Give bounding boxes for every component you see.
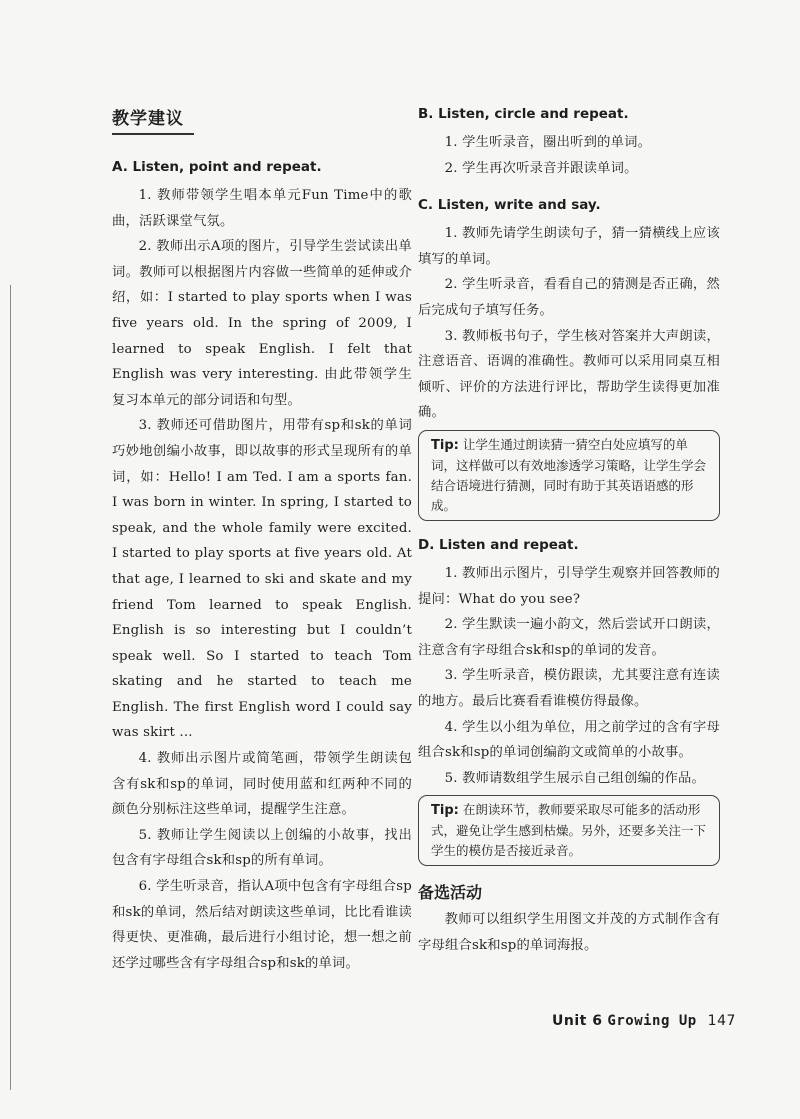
alternative-activity-title: 备选活动 [418,883,483,903]
section-a-para-1: 1. 教师带领学生唱本单元Fun Time中的歌曲，活跃课堂气氛。 [112,188,412,229]
section-a-para-4: 4. 教师出示图片或简笔画，带领学生朗读包含有sk和sp的单词，同时使用蓝和红两种不同的颜色分别标注这些单词，提醒学生注意。 [112,751,412,818]
page-number: 147 [707,1013,736,1029]
tip-label: Tip: [431,803,459,819]
section-d-para-5: 5. 教师请数组学生展示自己组创编的作品。 [444,770,706,786]
left-column [112,104,412,976]
section-d-para-1: 1. 教师出示图片，引导学生观察并回答教师的提问：What do you see? [418,565,720,607]
section-a-para-3: 3. 教师还可借助图片，用带有sp和sk的单词巧妙地创编小故事，即以故事的形式呈现所有的单词，如：Hello! I am Ted. I am a sports fan. I was born in winter. In spring, I started to speak, and the whole family were excited. I started to play sports at five years old. At that age, I learned to ski and skate and my friend Tom learned to speak English. English is so interesting but I couldn’t speak well. So I started to teach Tom skating and he started to teach me English. The first English word I could say was skirt ... [112,418,412,741]
section-c-para-1: 1. 教师先请学生朗读句子，猜一猜横线上应该填写的单词。 [418,226,720,267]
page-edge-line [10,285,11,1090]
section-c-para-3: 3. 教师板书句子，学生核对答案并大声朗读，注意语音、语调的准确性。教师可以采用同桌互相倾听、评价的方法进行评比，帮助学生读得更加准确。 [418,328,720,421]
tip-text: 让学生通过朗读猜一猜空白处应填写的单词，这样做可以有效地渗透学习策略，让学生学会结合语境进行猜测，同时有助于其英语语感的形成。 [431,436,707,513]
section-d-tip-box [418,795,720,866]
tip-text: 在朗读环节，教师要采取尽可能多的活动形式，避免让学生感到枯燥。另外，还要多关注一下学生的模仿是否接近录音。 [431,802,707,859]
tip-label: Tip: [431,437,459,453]
footer-unit-name: Growing Up [607,1013,697,1029]
section-b [418,104,720,181]
section-d-para-2: 2. 学生默读一遍小韵文，然后尝试开口朗读，注意含有字母组合sk和sp的单词的发音。 [418,617,720,658]
section-b-title: B. Listen, circle and repeat. [418,106,629,122]
section-a-para-5: 5. 教师让学生阅读以上创编的小故事，找出包含有字母组合sk和sp的所有单词。 [112,827,412,869]
right-column [418,104,720,958]
section-d-para-3: 3. 学生听录音，模仿跟读，尤其要注意有连读的地方。最后比赛看看谁模仿得最像。 [418,668,720,709]
alternative-activity-text: 教师可以组织学生用图文并茂的方式制作含有字母组合sk和sp的单词海报。 [418,912,720,953]
section-c-title: C. Listen, write and say. [418,197,601,214]
section-a-title: A. Listen, point and repeat. [112,159,322,175]
footer-unit: Unit 6 [552,1013,603,1029]
section-a-para-6: 6. 学生听录音，指认A项中包含有字母组合sp 和sk的单词，然后结对朗读这些单词，比比看谁读得更快、更准确，最后进行小组讨论，想一想之前还学过哪些含有字母组合sp和sk的单词。 [112,879,412,971]
section-c [418,195,720,521]
section-a-para-2: 2. 教师出示A项的图片，引导学生尝试读出单词。教师可以根据图片内容做一些简单的延伸或介绍，如：I started to play sports when I was five years old. In the spring of 2009, I learned to speak English. I felt that English was very interesting. 由此带领学生复习本单元的部分词语和句型。 [112,239,412,408]
page-title: 教学建议 [112,104,194,135]
section-c-para-2: 2. 学生听录音，看看自己的猜测是否正确，然后完成句子填写任务。 [418,277,720,318]
section-c-tip-box [418,430,720,521]
page-footer [552,1013,736,1029]
section-d [418,535,720,866]
section-d-para-4: 4. 学生以小组为单位，用之前学过的含有字母组合sk和sp的单词创编韵文或简单的小故事。 [418,719,720,761]
section-b-para-2: 2. 学生再次听录音并跟读单词。 [444,160,638,176]
section-b-para-1: 1. 学生听录音，圈出听到的单词。 [444,135,652,150]
section-d-title: D. Listen and repeat. [418,536,579,553]
